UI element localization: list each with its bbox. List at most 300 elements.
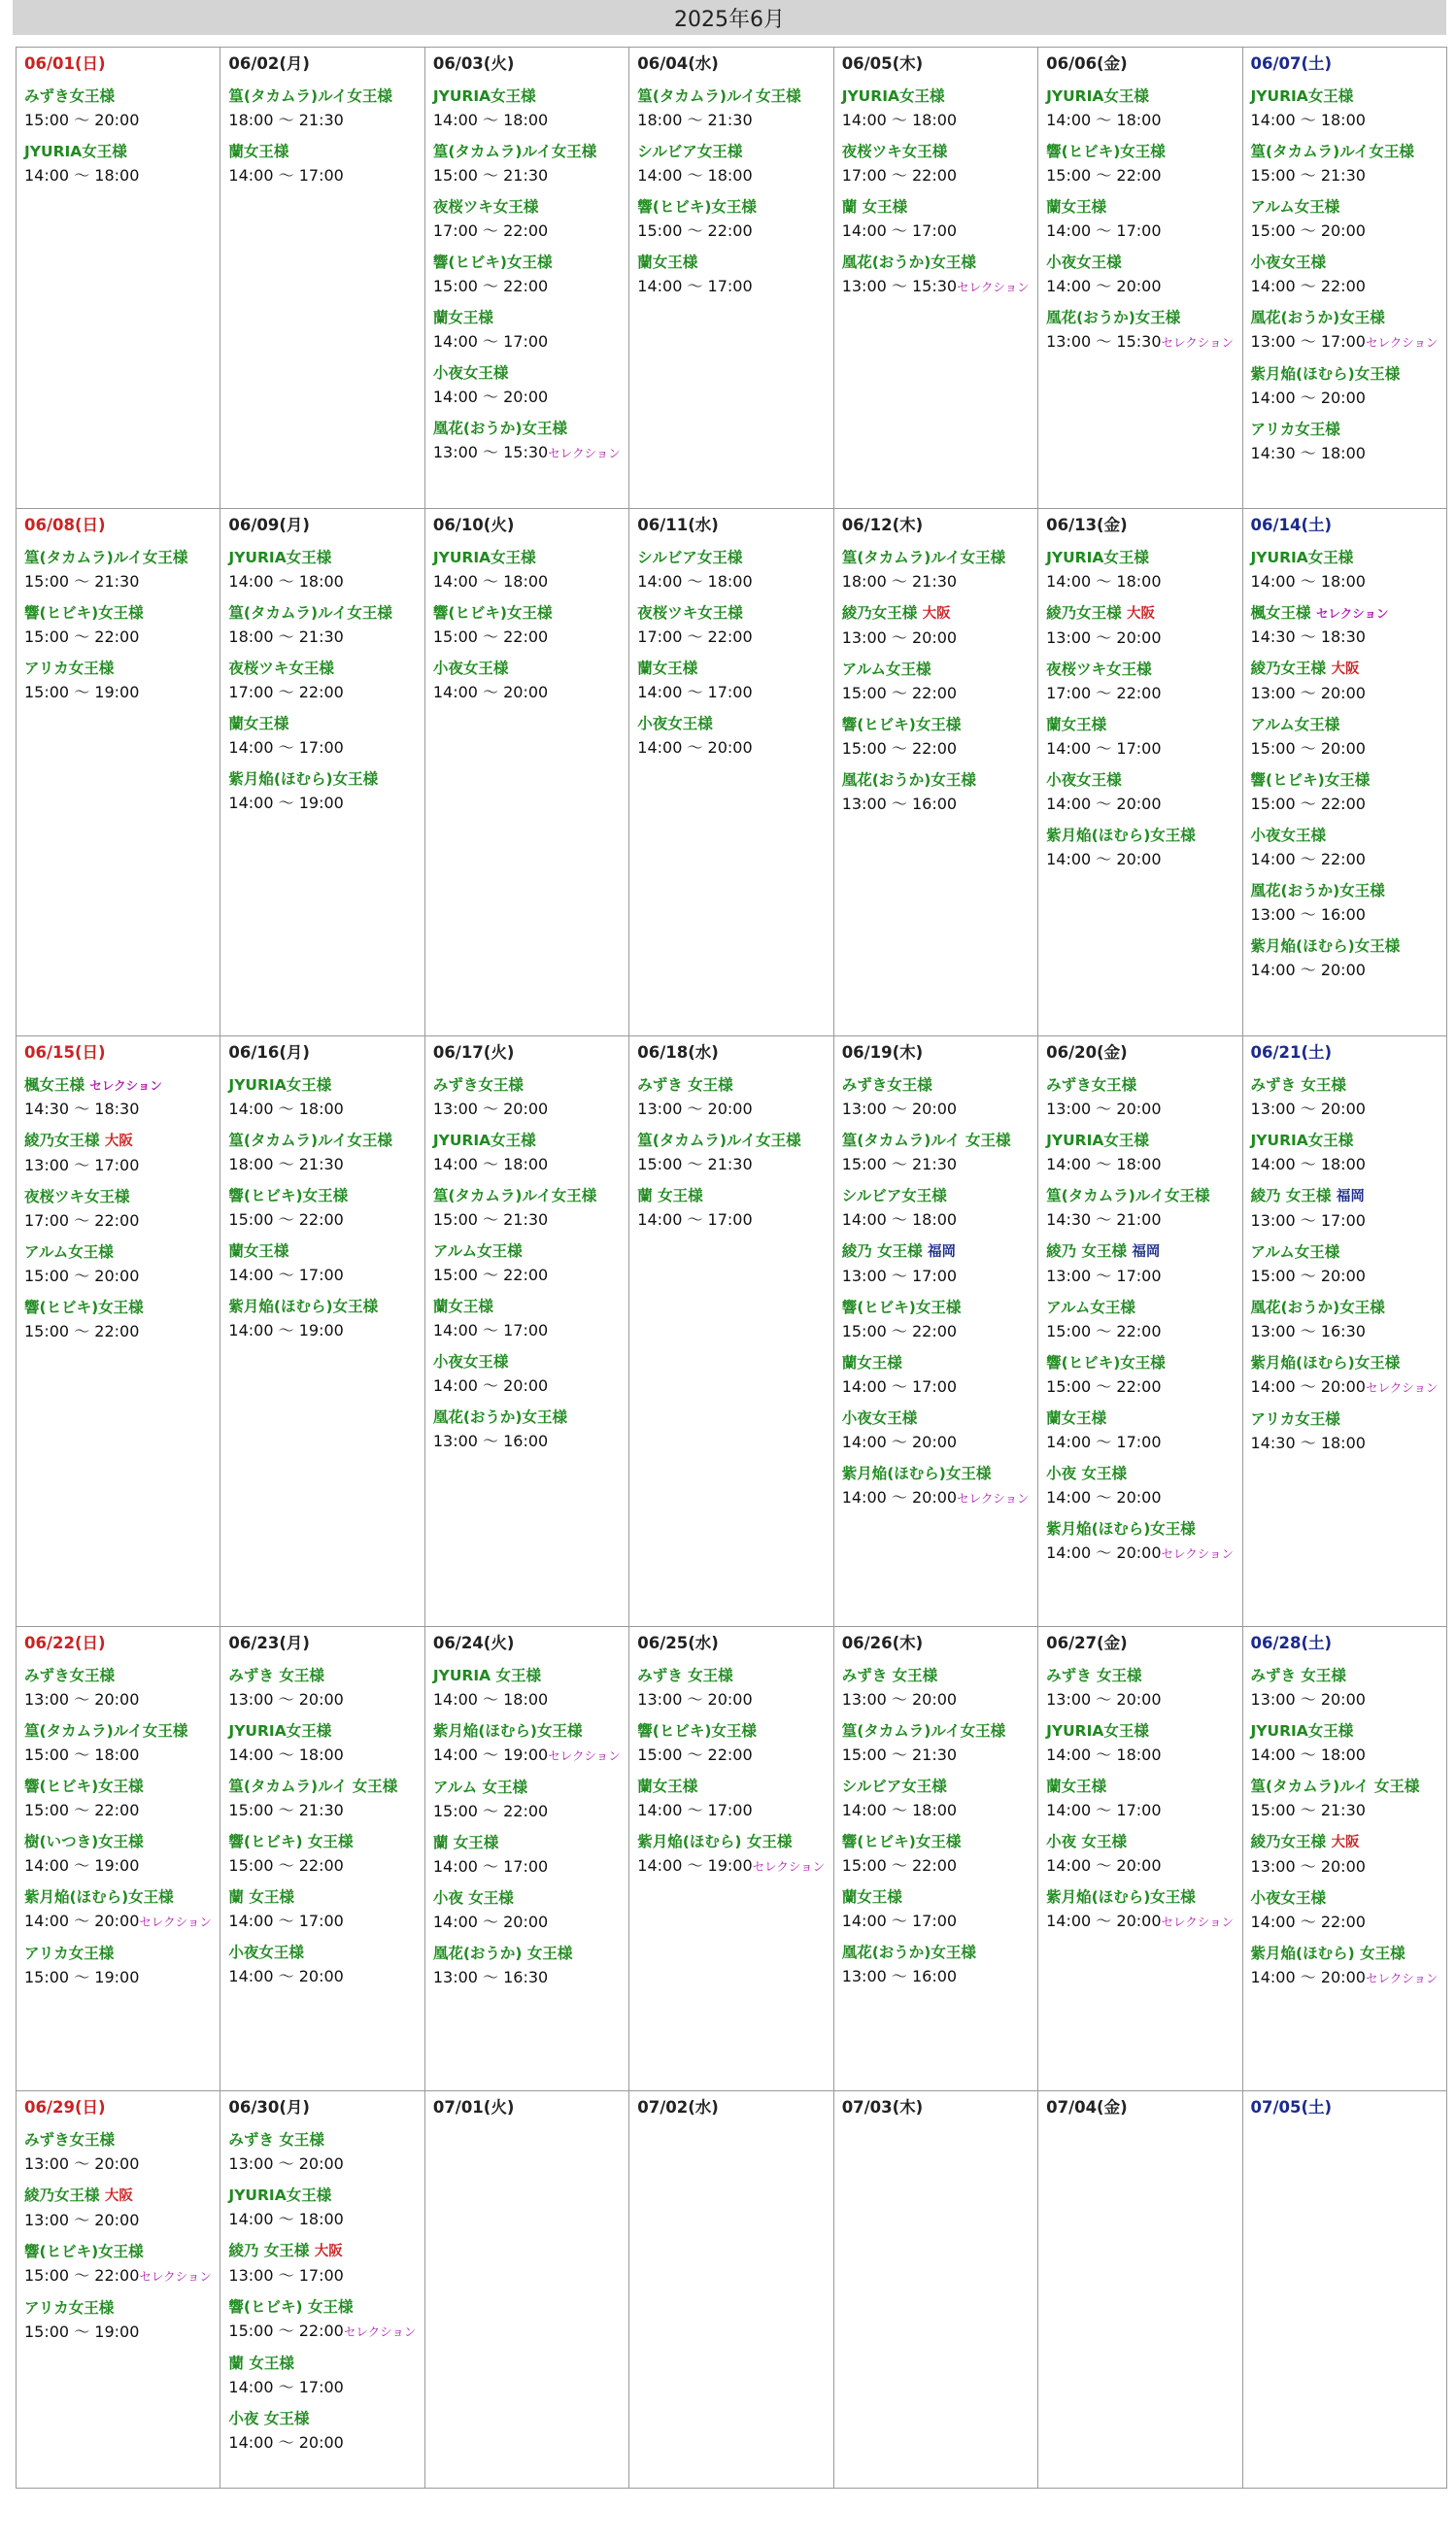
schedule-entry[interactable] — [1251, 1129, 1440, 1176]
mistress-name[interactable]: 樹(いつき)女王様 — [24, 1833, 144, 1850]
schedule-entry[interactable] — [842, 713, 1032, 761]
mistress-name[interactable]: アリカ女王様 — [24, 1945, 115, 1962]
mistress-name[interactable]: 楓女王様 — [24, 1076, 85, 1094]
mistress-name[interactable]: JYURIA女王様 — [432, 549, 536, 566]
schedule-entry[interactable] — [1046, 601, 1236, 650]
mistress-name[interactable]: 紫月焔(ほむら) 女王様 — [1250, 1945, 1405, 1962]
mistress-name[interactable]: 響(ヒビキ)女王様 — [841, 1299, 962, 1316]
schedule-entry[interactable] — [228, 2295, 418, 2344]
schedule-entry[interactable] — [228, 85, 418, 132]
mistress-name[interactable]: 小夜 女王様 — [1046, 1465, 1128, 1482]
schedule-entry[interactable] — [433, 1942, 623, 1989]
schedule-entry[interactable] — [1046, 713, 1236, 761]
mistress-name[interactable]: 小夜女王様 — [637, 715, 713, 732]
mistress-name[interactable]: 響(ヒビキ)女王様 — [24, 1299, 144, 1316]
mistress-name[interactable]: みずき 女王様 — [637, 1667, 733, 1684]
schedule-entry[interactable] — [637, 601, 827, 649]
mistress-name[interactable]: 蘭女王様 — [1046, 716, 1107, 733]
schedule-entry[interactable] — [842, 251, 1032, 299]
schedule-entry[interactable] — [24, 657, 214, 704]
schedule-entry[interactable] — [1251, 1240, 1440, 1288]
schedule-entry[interactable] — [24, 1664, 214, 1712]
schedule-entry[interactable] — [433, 361, 623, 409]
mistress-name[interactable]: アリカ女王様 — [1250, 421, 1340, 438]
mistress-name[interactable]: JYURIA女王様 — [1046, 87, 1149, 105]
mistress-name[interactable]: 響(ヒビキ)女王様 — [841, 1833, 962, 1850]
schedule-entry[interactable] — [433, 1664, 623, 1712]
mistress-name[interactable]: アルム女王様 — [1250, 716, 1340, 733]
schedule-entry[interactable] — [433, 1406, 623, 1453]
mistress-name[interactable]: シルビア女王様 — [637, 143, 743, 160]
mistress-name[interactable]: JYURIA女王様 — [228, 2187, 332, 2204]
schedule-entry[interactable] — [24, 601, 214, 649]
schedule-entry[interactable] — [1046, 85, 1236, 132]
schedule-entry[interactable] — [1251, 1830, 1440, 1879]
mistress-name[interactable]: 小夜女王様 — [1250, 254, 1327, 271]
schedule-entry[interactable] — [433, 251, 623, 298]
mistress-name[interactable]: 蘭 女王様 — [228, 2355, 294, 2372]
schedule-entry[interactable] — [24, 2128, 214, 2176]
mistress-name[interactable]: アルム女王様 — [1250, 198, 1340, 216]
mistress-name[interactable]: 夜桜ツキ女王様 — [228, 660, 334, 677]
mistress-name[interactable]: シルビア女王様 — [841, 1778, 947, 1795]
mistress-name[interactable]: 小夜女王様 — [841, 1409, 918, 1427]
schedule-entry[interactable] — [433, 1886, 623, 1934]
schedule-entry[interactable] — [1251, 1886, 1440, 1934]
schedule-entry[interactable] — [1251, 1184, 1440, 1233]
mistress-name[interactable]: JYURIA女王様 — [1046, 1722, 1149, 1740]
schedule-entry[interactable] — [24, 546, 214, 593]
mistress-name[interactable]: 響(ヒビキ)女王様 — [1046, 143, 1166, 160]
schedule-entry[interactable] — [842, 1129, 1032, 1176]
mistress-name[interactable]: 響(ヒビキ)女王様 — [637, 198, 757, 216]
schedule-entry[interactable] — [24, 2240, 214, 2289]
schedule-entry[interactable] — [1251, 1073, 1440, 1121]
mistress-name[interactable]: 蘭女王様 — [1046, 198, 1107, 216]
schedule-entry[interactable] — [24, 2184, 214, 2232]
schedule-entry[interactable] — [228, 1830, 418, 1878]
schedule-entry[interactable] — [1046, 1664, 1236, 1712]
schedule-entry[interactable] — [433, 85, 623, 132]
schedule-entry[interactable] — [842, 1239, 1032, 1288]
schedule-entry[interactable] — [433, 1350, 623, 1398]
schedule-entry[interactable] — [1046, 1462, 1236, 1509]
mistress-name[interactable]: 紫月焔(ほむら)女王様 — [1046, 827, 1196, 844]
schedule-entry[interactable] — [228, 1129, 418, 1176]
mistress-name[interactable]: 小夜女王様 — [432, 1353, 509, 1371]
schedule-entry[interactable] — [24, 1775, 214, 1822]
mistress-name[interactable]: 篁(タカムラ)ルイ 女王様 — [228, 1778, 398, 1795]
mistress-name[interactable]: 篁(タカムラ)ルイ女王様 — [1250, 143, 1414, 160]
schedule-entry[interactable] — [1046, 1296, 1236, 1343]
schedule-entry[interactable] — [1251, 1351, 1440, 1400]
mistress-name[interactable]: 凰花(おうか)女王様 — [1250, 882, 1385, 899]
mistress-name[interactable]: 夜桜ツキ女王様 — [24, 1188, 130, 1205]
schedule-entry[interactable] — [842, 1885, 1032, 1933]
mistress-name[interactable]: 蘭 女王様 — [432, 1834, 499, 1851]
schedule-entry[interactable] — [1251, 418, 1440, 465]
mistress-name[interactable]: みずき 女王様 — [637, 1076, 733, 1094]
schedule-entry[interactable] — [24, 85, 214, 132]
schedule-entry[interactable] — [228, 1295, 418, 1342]
mistress-name[interactable]: みずき 女王様 — [1046, 1667, 1142, 1684]
mistress-name[interactable]: みずき 女王様 — [228, 2131, 324, 2149]
schedule-entry[interactable] — [433, 306, 623, 354]
schedule-entry[interactable] — [1046, 1830, 1236, 1878]
schedule-entry[interactable] — [24, 1719, 214, 1767]
mistress-name[interactable]: 紫月焔(ほむら) 女王様 — [637, 1833, 793, 1850]
schedule-entry[interactable] — [637, 251, 827, 298]
schedule-entry[interactable] — [842, 1775, 1032, 1822]
schedule-entry[interactable] — [637, 1184, 827, 1232]
mistress-name[interactable]: 蘭 女王様 — [841, 198, 908, 216]
schedule-entry[interactable] — [1046, 658, 1236, 705]
mistress-name[interactable]: 蘭女王様 — [637, 660, 698, 677]
schedule-entry[interactable] — [1251, 1296, 1440, 1343]
mistress-name[interactable]: 篁(タカムラ)ルイ女王様 — [228, 87, 392, 105]
mistress-name[interactable]: みずき女王様 — [24, 87, 116, 105]
mistress-name[interactable]: みずき女王様 — [1046, 1076, 1137, 1094]
schedule-entry[interactable] — [1251, 824, 1440, 871]
mistress-name[interactable]: 蘭女王様 — [1046, 1778, 1107, 1795]
mistress-name[interactable]: 綾乃女王様 — [24, 1132, 100, 1149]
schedule-entry[interactable] — [228, 2184, 418, 2231]
mistress-name[interactable]: 響(ヒビキ)女王様 — [1046, 1354, 1166, 1372]
schedule-entry[interactable] — [1251, 601, 1440, 649]
schedule-entry[interactable] — [228, 1719, 418, 1767]
schedule-entry[interactable] — [1046, 195, 1236, 243]
schedule-entry[interactable] — [842, 768, 1032, 816]
schedule-entry[interactable] — [228, 2352, 418, 2399]
mistress-name[interactable]: 蘭 女王様 — [637, 1187, 703, 1204]
mistress-name[interactable]: 紫月焔(ほむら)女王様 — [228, 770, 379, 788]
schedule-entry[interactable] — [228, 657, 418, 704]
mistress-name[interactable]: シルビア女王様 — [637, 549, 743, 566]
schedule-entry[interactable] — [637, 85, 827, 132]
mistress-name[interactable]: アルム女王様 — [1046, 1299, 1135, 1316]
mistress-name[interactable]: JYURIA女王様 — [1046, 1132, 1149, 1149]
mistress-name[interactable]: 楓女王様 — [1250, 604, 1311, 622]
schedule-entry[interactable] — [842, 1830, 1032, 1878]
schedule-entry[interactable] — [842, 601, 1032, 650]
mistress-name[interactable]: 凰花(おうか)女王様 — [1046, 309, 1181, 326]
mistress-name[interactable]: 小夜 女王様 — [432, 1889, 514, 1907]
schedule-entry[interactable] — [228, 1184, 418, 1232]
mistress-name[interactable]: 篁(タカムラ)ルイ女王様 — [24, 549, 188, 566]
schedule-entry[interactable] — [433, 657, 623, 704]
schedule-entry[interactable] — [228, 140, 418, 187]
mistress-name[interactable]: みずき女王様 — [841, 1076, 932, 1094]
schedule-entry[interactable] — [433, 1719, 623, 1768]
schedule-entry[interactable] — [1251, 1942, 1440, 1990]
mistress-name[interactable]: 凰花(おうか)女王様 — [841, 254, 976, 271]
mistress-name[interactable]: 紫月焔(ほむら)女王様 — [24, 1888, 174, 1906]
schedule-entry[interactable] — [228, 2407, 418, 2455]
schedule-entry[interactable] — [1046, 1073, 1236, 1121]
schedule-entry[interactable] — [842, 1719, 1032, 1767]
schedule-entry[interactable] — [433, 1129, 623, 1176]
schedule-entry[interactable] — [842, 1664, 1032, 1712]
schedule-entry[interactable] — [1251, 1407, 1440, 1455]
schedule-entry[interactable] — [1046, 824, 1236, 871]
mistress-name[interactable]: JYURIA女王様 — [432, 87, 536, 105]
mistress-name[interactable]: 蘭女王様 — [637, 254, 698, 271]
schedule-entry[interactable] — [228, 1239, 418, 1287]
schedule-entry[interactable] — [433, 601, 623, 649]
schedule-entry[interactable] — [228, 1664, 418, 1712]
schedule-entry[interactable] — [24, 1830, 214, 1878]
schedule-entry[interactable] — [433, 195, 623, 243]
schedule-entry[interactable] — [433, 1776, 623, 1823]
schedule-entry[interactable] — [637, 1719, 827, 1767]
schedule-entry[interactable] — [842, 1941, 1032, 1988]
schedule-entry[interactable] — [228, 767, 418, 815]
mistress-name[interactable]: 綾乃女王様 — [24, 2187, 100, 2204]
mistress-name[interactable]: 蘭女王様 — [637, 1778, 698, 1795]
schedule-entry[interactable] — [637, 1664, 827, 1712]
schedule-entry[interactable] — [433, 546, 623, 593]
schedule-entry[interactable] — [433, 417, 623, 465]
mistress-name[interactable]: 篁(タカムラ)ルイ女王様 — [432, 143, 597, 160]
mistress-name[interactable]: JYURIA女王様 — [228, 1722, 332, 1740]
mistress-name[interactable]: 蘭女王様 — [228, 1242, 289, 1260]
schedule-entry[interactable] — [24, 2296, 214, 2344]
mistress-name[interactable]: みずき 女王様 — [841, 1667, 938, 1684]
mistress-name[interactable]: 篁(タカムラ)ルイ女王様 — [637, 87, 801, 105]
mistress-name[interactable]: 紫月焔(ほむら)女王様 — [228, 1298, 379, 1315]
mistress-name[interactable]: 響(ヒビキ)女王様 — [24, 2243, 144, 2260]
schedule-entry[interactable] — [1251, 546, 1440, 593]
schedule-entry[interactable] — [1251, 362, 1440, 410]
schedule-entry[interactable] — [842, 1462, 1032, 1510]
mistress-name[interactable]: 響(ヒビキ) 女王様 — [228, 1833, 354, 1850]
schedule-entry[interactable] — [1251, 934, 1440, 982]
mistress-name[interactable]: 響(ヒビキ)女王様 — [841, 716, 962, 733]
mistress-name[interactable]: 蘭女王様 — [228, 143, 289, 160]
mistress-name[interactable]: 凰花(おうか)女王様 — [841, 771, 976, 789]
mistress-name[interactable]: 綾乃女王様 — [841, 604, 918, 622]
mistress-name[interactable]: 響(ヒビキ)女王様 — [228, 1187, 349, 1204]
schedule-entry[interactable] — [1046, 1885, 1236, 1934]
schedule-entry[interactable] — [637, 712, 827, 760]
mistress-name[interactable]: JYURIA女王様 — [1250, 1722, 1354, 1740]
schedule-entry[interactable] — [1046, 1517, 1236, 1566]
schedule-entry[interactable] — [228, 1941, 418, 1988]
mistress-name[interactable]: JYURIA女王様 — [1250, 87, 1354, 105]
mistress-name[interactable]: 小夜女王様 — [228, 1944, 304, 1961]
mistress-name[interactable]: アルム 女王様 — [432, 1779, 528, 1796]
schedule-entry[interactable] — [637, 1129, 827, 1176]
mistress-name[interactable]: 篁(タカムラ)ルイ 女王様 — [1250, 1778, 1420, 1795]
schedule-entry[interactable] — [1251, 195, 1440, 243]
mistress-name[interactable]: 小夜 女王様 — [228, 2410, 310, 2427]
schedule-entry[interactable] — [842, 546, 1032, 593]
schedule-entry[interactable] — [1251, 1775, 1440, 1822]
schedule-entry[interactable] — [842, 1073, 1032, 1121]
mistress-name[interactable]: 紫月焔(ほむら)女王様 — [1250, 937, 1401, 955]
mistress-name[interactable]: JYURIA女王様 — [841, 87, 945, 105]
schedule-entry[interactable] — [228, 601, 418, 649]
mistress-name[interactable]: 小夜女王様 — [1250, 1889, 1327, 1907]
schedule-entry[interactable] — [637, 546, 827, 593]
mistress-name[interactable]: JYURIA女王様 — [1250, 549, 1354, 566]
mistress-name[interactable]: 凰花(おうか)女王様 — [841, 1944, 976, 1961]
mistress-name[interactable]: 小夜女王様 — [1046, 254, 1122, 271]
mistress-name[interactable]: 夜桜ツキ女王様 — [841, 143, 948, 160]
schedule-entry[interactable] — [1251, 251, 1440, 298]
mistress-name[interactable]: 蘭女王様 — [841, 1354, 902, 1372]
schedule-entry[interactable] — [228, 546, 418, 593]
mistress-name[interactable]: 紫月焔(ほむら)女王様 — [841, 1465, 992, 1482]
mistress-name[interactable]: 篁(タカムラ)ルイ 女王様 — [841, 1132, 1011, 1149]
mistress-name[interactable]: 凰花(おうか)女王様 — [1250, 1299, 1385, 1316]
mistress-name[interactable]: 綾乃女王様 — [1250, 660, 1327, 677]
schedule-entry[interactable] — [228, 1885, 418, 1933]
schedule-entry[interactable] — [1251, 1664, 1440, 1712]
mistress-name[interactable]: アルム女王様 — [841, 661, 931, 678]
mistress-name[interactable]: 篁(タカムラ)ルイ女王様 — [228, 604, 392, 622]
mistress-name[interactable]: アリカ女王様 — [24, 2299, 115, 2317]
mistress-name[interactable]: 篁(タカムラ)ルイ女王様 — [841, 1722, 1006, 1740]
mistress-name[interactable]: 凰花(おうか)女王様 — [432, 420, 568, 437]
schedule-entry[interactable] — [637, 1073, 827, 1121]
mistress-name[interactable]: 響(ヒビキ)女王様 — [637, 1722, 757, 1740]
mistress-name[interactable]: 綾乃 女王様 — [841, 1242, 923, 1260]
mistress-name[interactable]: みずき 女王様 — [1250, 1076, 1346, 1094]
schedule-entry[interactable] — [228, 712, 418, 760]
schedule-entry[interactable] — [433, 1831, 623, 1879]
schedule-entry[interactable] — [1251, 768, 1440, 816]
schedule-entry[interactable] — [24, 1885, 214, 1934]
schedule-entry[interactable] — [1251, 306, 1440, 355]
schedule-entry[interactable] — [1046, 306, 1236, 355]
mistress-name[interactable]: 小夜 女王様 — [1046, 1833, 1128, 1850]
schedule-entry[interactable] — [1251, 713, 1440, 761]
mistress-name[interactable]: アルム女王様 — [24, 1243, 114, 1261]
mistress-name[interactable]: JYURIA女王様 — [24, 143, 127, 160]
mistress-name[interactable]: JYURIA女王様 — [228, 549, 332, 566]
schedule-entry[interactable] — [842, 658, 1032, 705]
mistress-name[interactable]: 蘭女王様 — [432, 309, 493, 326]
schedule-entry[interactable] — [1046, 1407, 1236, 1454]
schedule-entry[interactable] — [1046, 1775, 1236, 1822]
schedule-entry[interactable] — [842, 1296, 1032, 1343]
mistress-name[interactable]: 響(ヒビキ) 女王様 — [228, 2298, 354, 2316]
mistress-name[interactable]: 紫月焔(ほむら)女王様 — [432, 1722, 583, 1740]
mistress-name[interactable]: アルム女王様 — [1250, 1243, 1340, 1261]
mistress-name[interactable]: 響(ヒビキ)女王様 — [432, 604, 553, 622]
schedule-entry[interactable] — [1251, 1719, 1440, 1767]
mistress-name[interactable]: みずき女王様 — [24, 1667, 116, 1684]
mistress-name[interactable]: みずき女王様 — [24, 2131, 116, 2149]
mistress-name[interactable]: JYURIA女王様 — [228, 1076, 332, 1094]
mistress-name[interactable]: アルム女王様 — [432, 1242, 523, 1260]
mistress-name[interactable]: 綾乃女王様 — [1046, 604, 1122, 622]
mistress-name[interactable]: JYURIA 女王様 — [432, 1667, 542, 1684]
mistress-name[interactable]: 夜桜ツキ女王様 — [432, 198, 539, 216]
mistress-name[interactable]: 綾乃 女王様 — [1250, 1187, 1332, 1204]
schedule-entry[interactable] — [842, 1184, 1032, 1232]
mistress-name[interactable]: 小夜女王様 — [432, 364, 509, 382]
schedule-entry[interactable] — [637, 1830, 827, 1879]
schedule-entry[interactable] — [842, 195, 1032, 243]
schedule-entry[interactable] — [1251, 879, 1440, 927]
mistress-name[interactable]: 凰花(おうか) 女王様 — [432, 1945, 573, 1962]
mistress-name[interactable]: 蘭女王様 — [841, 1888, 902, 1906]
mistress-name[interactable]: 響(ヒビキ)女王様 — [24, 1778, 144, 1795]
mistress-name[interactable]: 紫月焔(ほむら)女王様 — [1046, 1888, 1196, 1906]
mistress-name[interactable]: 篁(タカムラ)ルイ女王様 — [24, 1722, 188, 1740]
schedule-entry[interactable] — [637, 657, 827, 704]
schedule-entry[interactable] — [433, 1239, 623, 1287]
schedule-entry[interactable] — [1046, 1351, 1236, 1399]
schedule-entry[interactable] — [1046, 1719, 1236, 1767]
mistress-name[interactable]: みずき女王様 — [432, 1076, 524, 1094]
schedule-entry[interactable] — [228, 1073, 418, 1121]
mistress-name[interactable]: 篁(タカムラ)ルイ女王様 — [432, 1187, 597, 1204]
mistress-name[interactable]: 夜桜ツキ女王様 — [637, 604, 743, 622]
mistress-name[interactable]: 紫月焔(ほむら)女王様 — [1046, 1520, 1196, 1538]
schedule-entry[interactable] — [842, 140, 1032, 187]
schedule-entry[interactable] — [24, 1240, 214, 1288]
mistress-name[interactable]: 蘭女王様 — [228, 715, 289, 732]
schedule-entry[interactable] — [1046, 1129, 1236, 1176]
mistress-name[interactable]: 綾乃女王様 — [1250, 1833, 1327, 1850]
schedule-entry[interactable] — [24, 1296, 214, 1343]
mistress-name[interactable]: 小夜女王様 — [1046, 771, 1122, 789]
schedule-entry[interactable] — [637, 195, 827, 243]
schedule-entry[interactable] — [637, 1775, 827, 1822]
schedule-entry[interactable] — [1046, 546, 1236, 593]
schedule-entry[interactable] — [1251, 85, 1440, 132]
schedule-entry[interactable] — [433, 140, 623, 187]
schedule-entry[interactable] — [842, 1407, 1032, 1454]
schedule-entry[interactable] — [24, 1942, 214, 1989]
mistress-name[interactable]: 凰花(おうか)女王様 — [1250, 309, 1385, 326]
schedule-entry[interactable] — [1046, 251, 1236, 298]
schedule-entry[interactable] — [24, 140, 214, 187]
schedule-entry[interactable] — [24, 1129, 214, 1177]
mistress-name[interactable]: みずき 女王様 — [1250, 1667, 1346, 1684]
mistress-name[interactable]: 紫月焔(ほむら)女王様 — [1250, 365, 1401, 383]
mistress-name[interactable]: 響(ヒビキ)女王様 — [24, 604, 144, 622]
schedule-entry[interactable] — [842, 1351, 1032, 1399]
mistress-name[interactable]: JYURIA女王様 — [1046, 549, 1149, 566]
schedule-entry[interactable] — [433, 1073, 623, 1121]
mistress-name[interactable]: 篁(タカムラ)ルイ女王様 — [637, 1132, 801, 1149]
schedule-entry[interactable] — [433, 1184, 623, 1232]
schedule-entry[interactable] — [24, 1185, 214, 1233]
mistress-name[interactable]: 蘭女王様 — [432, 1298, 493, 1315]
schedule-entry[interactable] — [1251, 657, 1440, 705]
mistress-name[interactable]: 凰花(おうか)女王様 — [432, 1408, 568, 1426]
mistress-name[interactable]: 蘭女王様 — [1046, 1409, 1107, 1427]
mistress-name[interactable]: JYURIA女王様 — [1250, 1132, 1354, 1149]
mistress-name[interactable]: JYURIA女王様 — [432, 1132, 536, 1149]
schedule-entry[interactable] — [228, 2239, 418, 2288]
mistress-name[interactable]: 蘭 女王様 — [228, 1888, 294, 1906]
mistress-name[interactable]: アリカ女王様 — [24, 660, 115, 677]
schedule-entry[interactable] — [228, 1775, 418, 1822]
schedule-entry[interactable] — [1046, 1184, 1236, 1232]
mistress-name[interactable]: 篁(タカムラ)ルイ女王様 — [228, 1132, 392, 1149]
schedule-entry[interactable] — [1046, 768, 1236, 816]
mistress-name[interactable]: 篁(タカムラ)ルイ女王様 — [841, 549, 1006, 566]
mistress-name[interactable]: 小夜女王様 — [1250, 827, 1327, 844]
mistress-name[interactable]: 響(ヒビキ)女王様 — [1250, 771, 1371, 789]
schedule-entry[interactable] — [1046, 1239, 1236, 1288]
mistress-name[interactable]: 小夜女王様 — [432, 660, 509, 677]
